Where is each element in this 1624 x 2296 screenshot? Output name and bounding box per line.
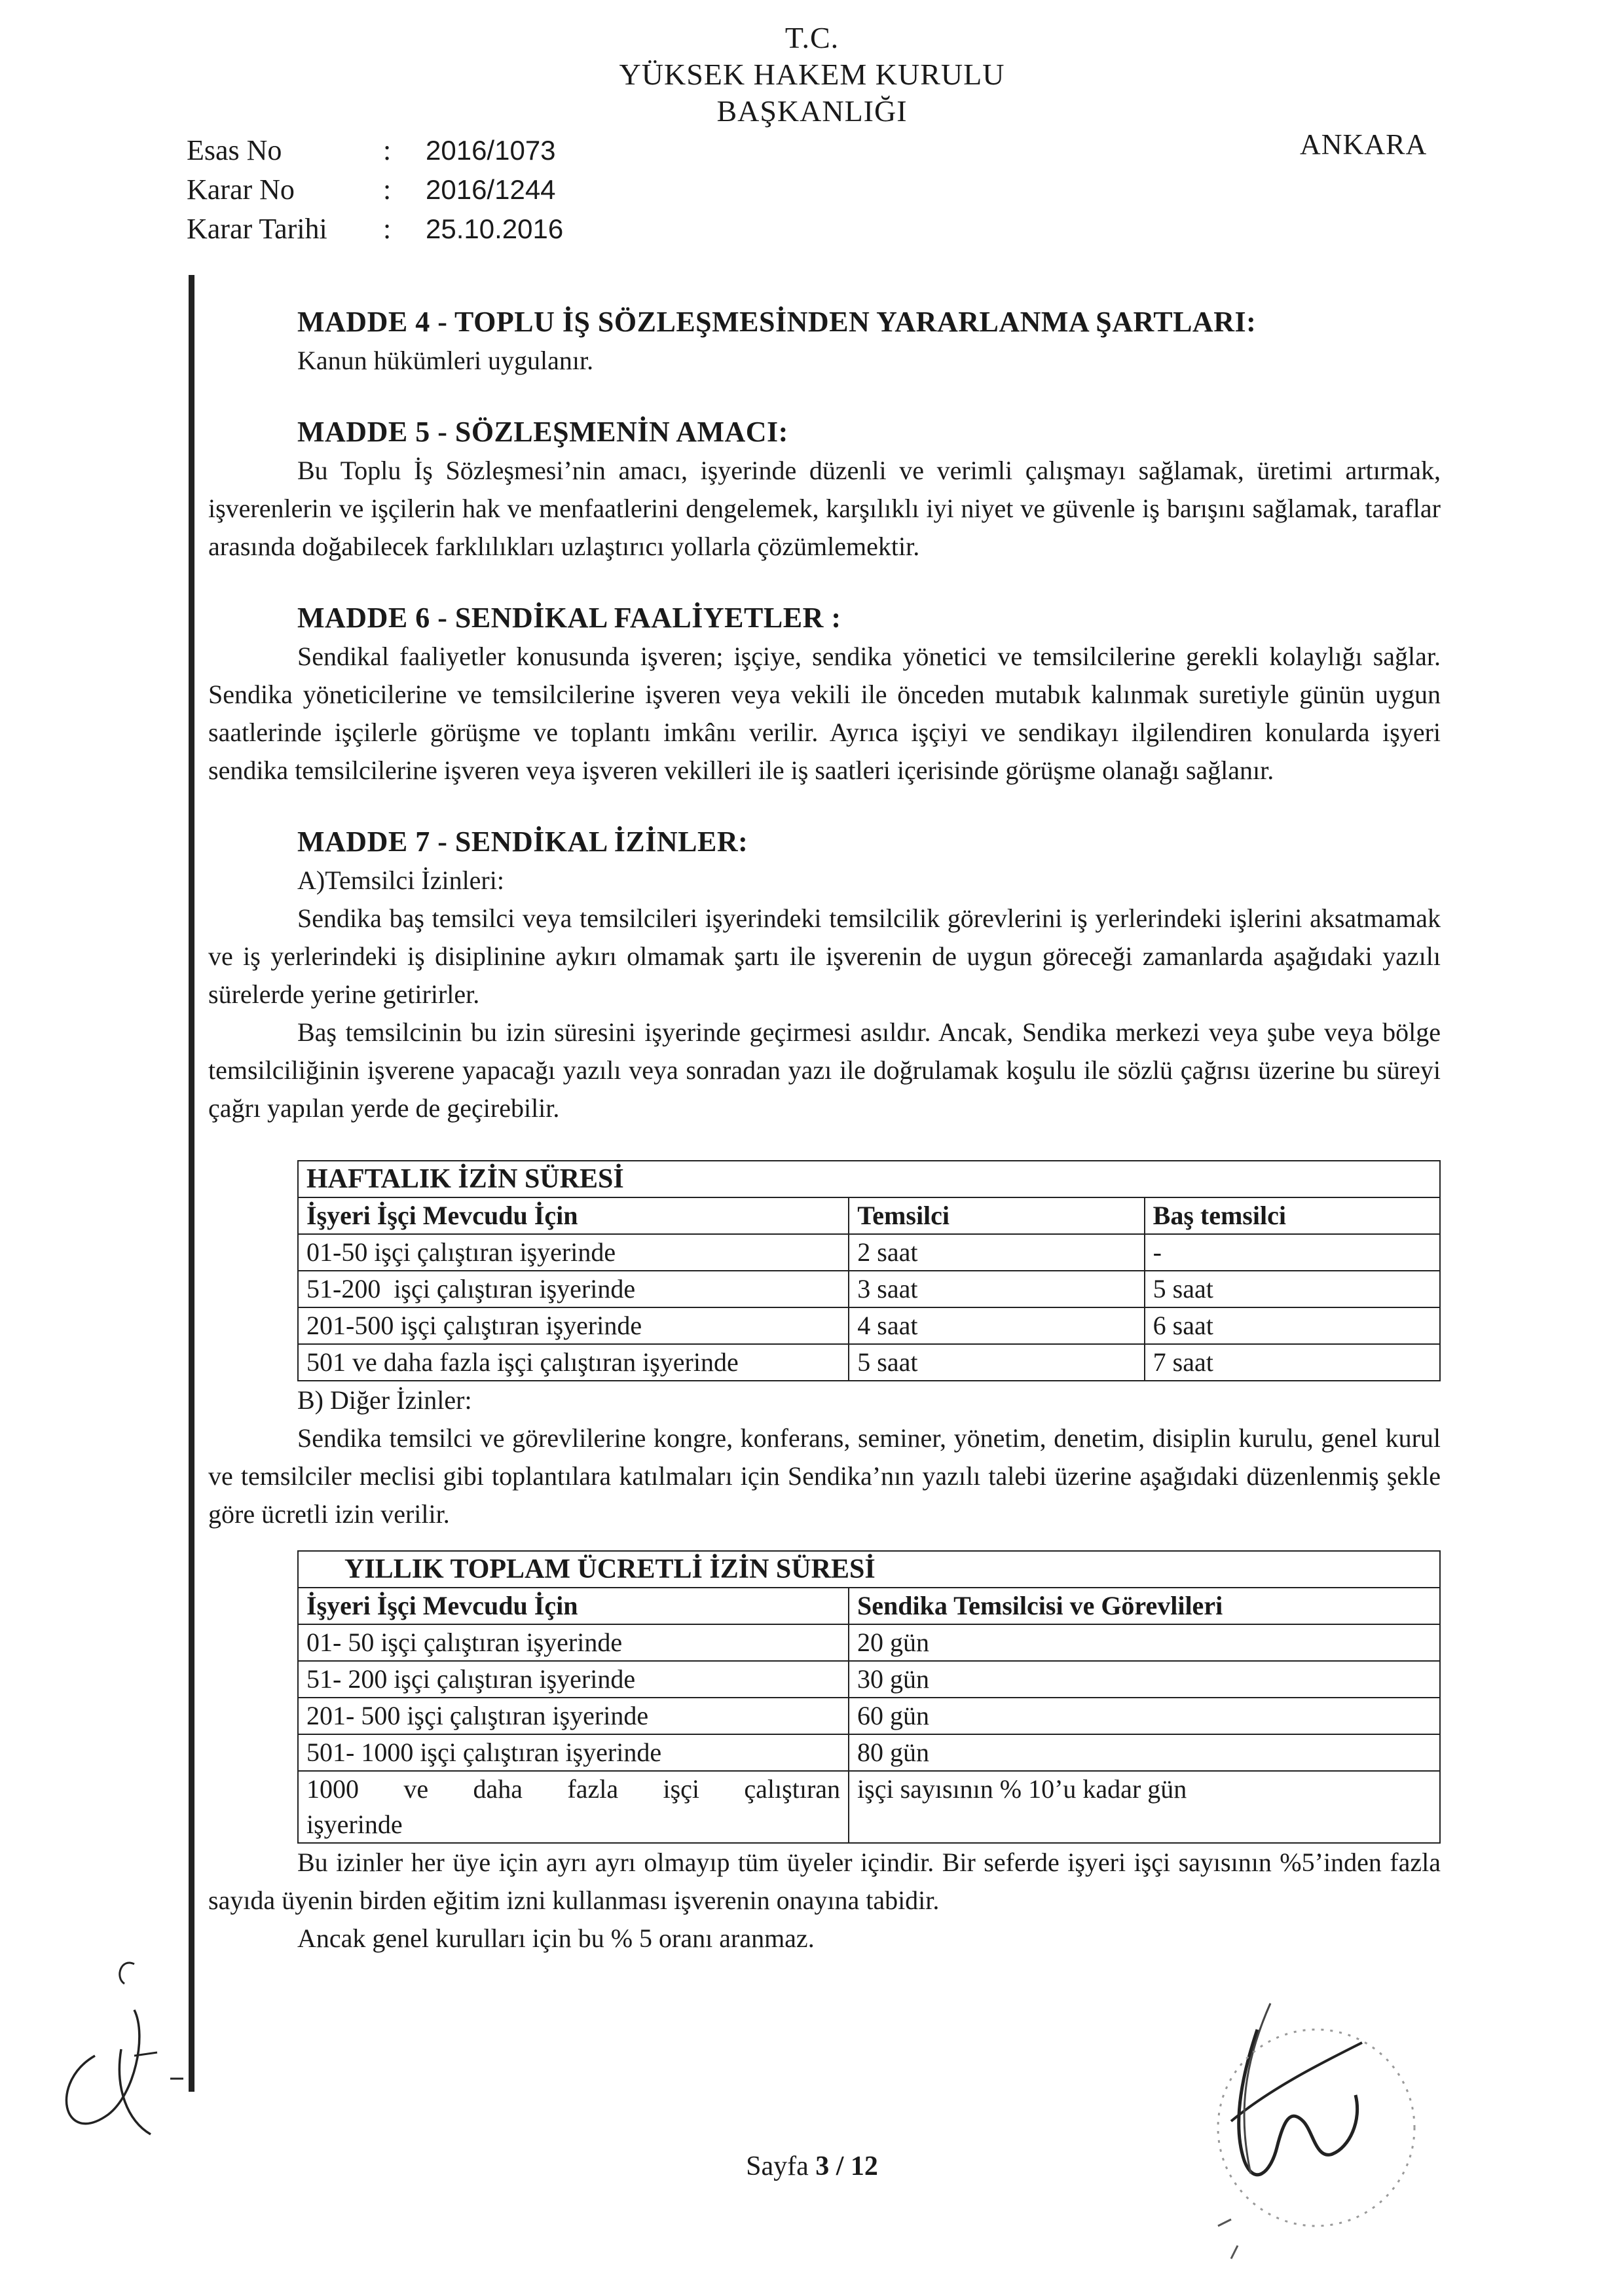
madde7-a-label: A)Temsilci İzinleri: bbox=[297, 866, 504, 895]
table-row bbox=[298, 1771, 1440, 1843]
meta-colon: : bbox=[383, 213, 392, 245]
madde7-a-text2: Baş temsilcinin bu izin süresini işyerinde geçirmesi asıldır. Ancak, Sendika merkezi veya şube veya bölge temsilciliğinin işverene yapacağı yazılı veya sonradan yazı ile doğrulamak koşulu ile sözlü çağrısı üzerine bu süreyi çağrı yapılan yerde de geçirebilir. bbox=[208, 1017, 1441, 1123]
meta-colon: : bbox=[383, 173, 392, 206]
table-row bbox=[298, 1161, 1440, 1197]
table-cell: 501 ve daha fazla işçi çalıştıran işyerinde bbox=[298, 1344, 849, 1381]
cell-line: 1000 ve daha fazla işçi çalıştıran bbox=[306, 1774, 841, 1804]
meta-value: 2016/1073 bbox=[426, 135, 556, 166]
madde5-title: MADDE 5 - SÖZLEŞMENİN AMACI: bbox=[297, 416, 788, 448]
madde6-text: Sendikal faaliyetler konusunda işveren; işçiye, sendika yönetici ve temsilcilerine gerekli kolaylığı sağlar. Sendika yöneticilerine ve temsilcilerine işveren veya vekili ile önceden mutabık kalınmak suretiyle günün uygun saatlerinde işçilerle görüşme ve toplantı imkânı verilir. Ayrıca işçiyi ve sendikayı ilgilendiren konularda işyeri sendika temsilcilerine işveren veya işveren vekilleri ile iş saatleri içerisinde görüşme olanağı sağlanır. bbox=[208, 642, 1441, 785]
table-cell: 20 gün bbox=[849, 1624, 1440, 1661]
meta-row-esas bbox=[187, 131, 563, 170]
header-institution: YÜKSEK HAKEM KURULU bbox=[619, 58, 1005, 91]
madde5-text: Bu Toplu İş Sözleşmesi’nin amacı, işyerinde düzenli ve verimli çalışmayı sağlamak, üretimi artırmak, işverenlerin ve işçilerin hak ve menfaatlerini dengelemek, karşılıklı iyi niyet ve güvenle iş barışını sağlamak, taraflar arasında doğabilecek farklılıkları uzlaştırıcı yollarla çözümlemektir. bbox=[208, 456, 1441, 561]
madde4-text: Kanun hükümleri uygulanır. bbox=[297, 346, 594, 375]
meta-value: 25.10.2016 bbox=[426, 213, 564, 244]
meta-value: 2016/1244 bbox=[426, 174, 556, 205]
table-header: Sendika Temsilcisi ve Görevlileri bbox=[849, 1588, 1440, 1624]
table-cell: işçi sayısının % 10’u kadar gün bbox=[849, 1771, 1440, 1843]
table-cell bbox=[298, 1771, 849, 1843]
annual-leave-table bbox=[297, 1550, 1441, 1844]
header-presidency: BAŞKANLIĞI bbox=[716, 94, 908, 128]
meta-row-karar bbox=[187, 170, 563, 210]
madde6-title: MADDE 6 - SENDİKAL FAALİYETLER : bbox=[297, 602, 841, 634]
margin-bar bbox=[189, 275, 194, 2092]
case-metadata bbox=[187, 131, 563, 249]
madde7-a-text1: Sendika baş temsilci veya temsilcileri işyerindeki temsilcilik görevlerini iş yerlerindeki işlerini aksatmamak ve iş yerlerindeki iş disiplinine aykırı olmamak şartı ile işverenin de uygun göreceği zamanlarda aşağıdaki yazılı sürelerde yerine getirirler. bbox=[208, 903, 1441, 1009]
cell-line: işyerinde bbox=[306, 1810, 403, 1839]
table-cell: 501- 1000 işçi çalıştıran işyerinde bbox=[298, 1734, 849, 1771]
table-row bbox=[298, 1234, 1440, 1271]
madde7-title: MADDE 7 - SENDİKAL İZİNLER: bbox=[297, 826, 748, 858]
table-cell: 60 gün bbox=[849, 1698, 1440, 1734]
meta-row-tarih bbox=[187, 210, 563, 249]
annual-table-title: YILLIK TOPLAM ÜCRETLİ İZİN SÜRESİ bbox=[298, 1551, 1440, 1588]
meta-label: Karar Tarihi bbox=[187, 213, 327, 245]
table-header: İşyeri İşçi Mevcudu İçin bbox=[298, 1197, 849, 1234]
table-row bbox=[298, 1197, 1440, 1234]
table-cell: 5 saat bbox=[1145, 1271, 1440, 1307]
madde7-d-text: Ancak genel kurulları için bu % 5 oranı aranmaz. bbox=[297, 1923, 815, 1953]
table-header: İşyeri İşçi Mevcudu İçin bbox=[298, 1588, 849, 1624]
meta-label: Esas No bbox=[187, 134, 282, 166]
table-row bbox=[298, 1734, 1440, 1771]
page-number: 3 / 12 bbox=[815, 2151, 878, 2181]
table-cell: 51-200 işçi çalıştıran işyerinde bbox=[298, 1271, 849, 1307]
table-row bbox=[298, 1271, 1440, 1307]
table-header: Baş temsilci bbox=[1145, 1197, 1440, 1234]
city-label: ANKARA bbox=[1300, 128, 1428, 160]
table-cell: 4 saat bbox=[849, 1307, 1144, 1344]
signature-stamp-right bbox=[1192, 1990, 1428, 2265]
initial-signature-left bbox=[36, 1938, 193, 2160]
table-cell: 80 gün bbox=[849, 1734, 1440, 1771]
table-row bbox=[298, 1661, 1440, 1698]
table-cell: 01- 50 işçi çalıştıran işyerinde bbox=[298, 1624, 849, 1661]
table-cell: 201-500 işçi çalıştıran işyerinde bbox=[298, 1307, 849, 1344]
table-row bbox=[298, 1698, 1440, 1734]
table-cell: 30 gün bbox=[849, 1661, 1440, 1698]
weekly-table-title: HAFTALIK İZİN SÜRESİ bbox=[298, 1161, 1440, 1197]
table-row bbox=[298, 1307, 1440, 1344]
document-header bbox=[0, 20, 1624, 130]
table-row bbox=[298, 1588, 1440, 1624]
table-cell: 51- 200 işçi çalıştıran işyerinde bbox=[298, 1661, 849, 1698]
meta-colon: : bbox=[383, 134, 392, 166]
table-row bbox=[298, 1551, 1440, 1588]
madde7-b-label: B) Diğer İzinler: bbox=[297, 1385, 472, 1415]
table-cell: 2 saat bbox=[849, 1234, 1144, 1271]
table-cell: 6 saat bbox=[1145, 1307, 1440, 1344]
document-body bbox=[208, 302, 1441, 1958]
madde7-b-text: Sendika temsilci ve görevlilerine kongre, konferans, seminer, yönetim, denetim, disiplin kurulu, genel kurul ve temsilciler meclisi gibi toplantılara katılmaları için Sendika’nın yazılı talebi üzerine aşağıdaki düzenlenmiş şekle göre ücretli izin verilir. bbox=[208, 1423, 1441, 1529]
meta-label: Karar No bbox=[187, 173, 295, 206]
table-cell: 201- 500 işçi çalıştıran işyerinde bbox=[298, 1698, 849, 1734]
table-cell: - bbox=[1145, 1234, 1440, 1271]
table-cell: 7 saat bbox=[1145, 1344, 1440, 1381]
table-row bbox=[298, 1344, 1440, 1381]
table-cell: 5 saat bbox=[849, 1344, 1144, 1381]
madde4-title: MADDE 4 - TOPLU İŞ SÖZLEŞMESİNDEN YARARLANMA ŞARTLARI: bbox=[297, 306, 1257, 338]
madde7-c-text: Bu izinler her üye için ayrı ayrı olmayıp tüm üyeler içindir. Bir seferde işyeri işçi sayısının %5’inden fazla sayıda üyenin birden eğitim izni kullanması işverenin onayına tabidir. bbox=[208, 1848, 1441, 1915]
table-cell: 3 saat bbox=[849, 1271, 1144, 1307]
table-row bbox=[298, 1624, 1440, 1661]
weekly-leave-table bbox=[297, 1160, 1441, 1381]
header-tc: T.C. bbox=[784, 21, 840, 54]
table-cell: 01-50 işçi çalıştıran işyerinde bbox=[298, 1234, 849, 1271]
table-header: Temsilci bbox=[849, 1197, 1144, 1234]
page-prefix: Sayfa bbox=[746, 2151, 816, 2181]
